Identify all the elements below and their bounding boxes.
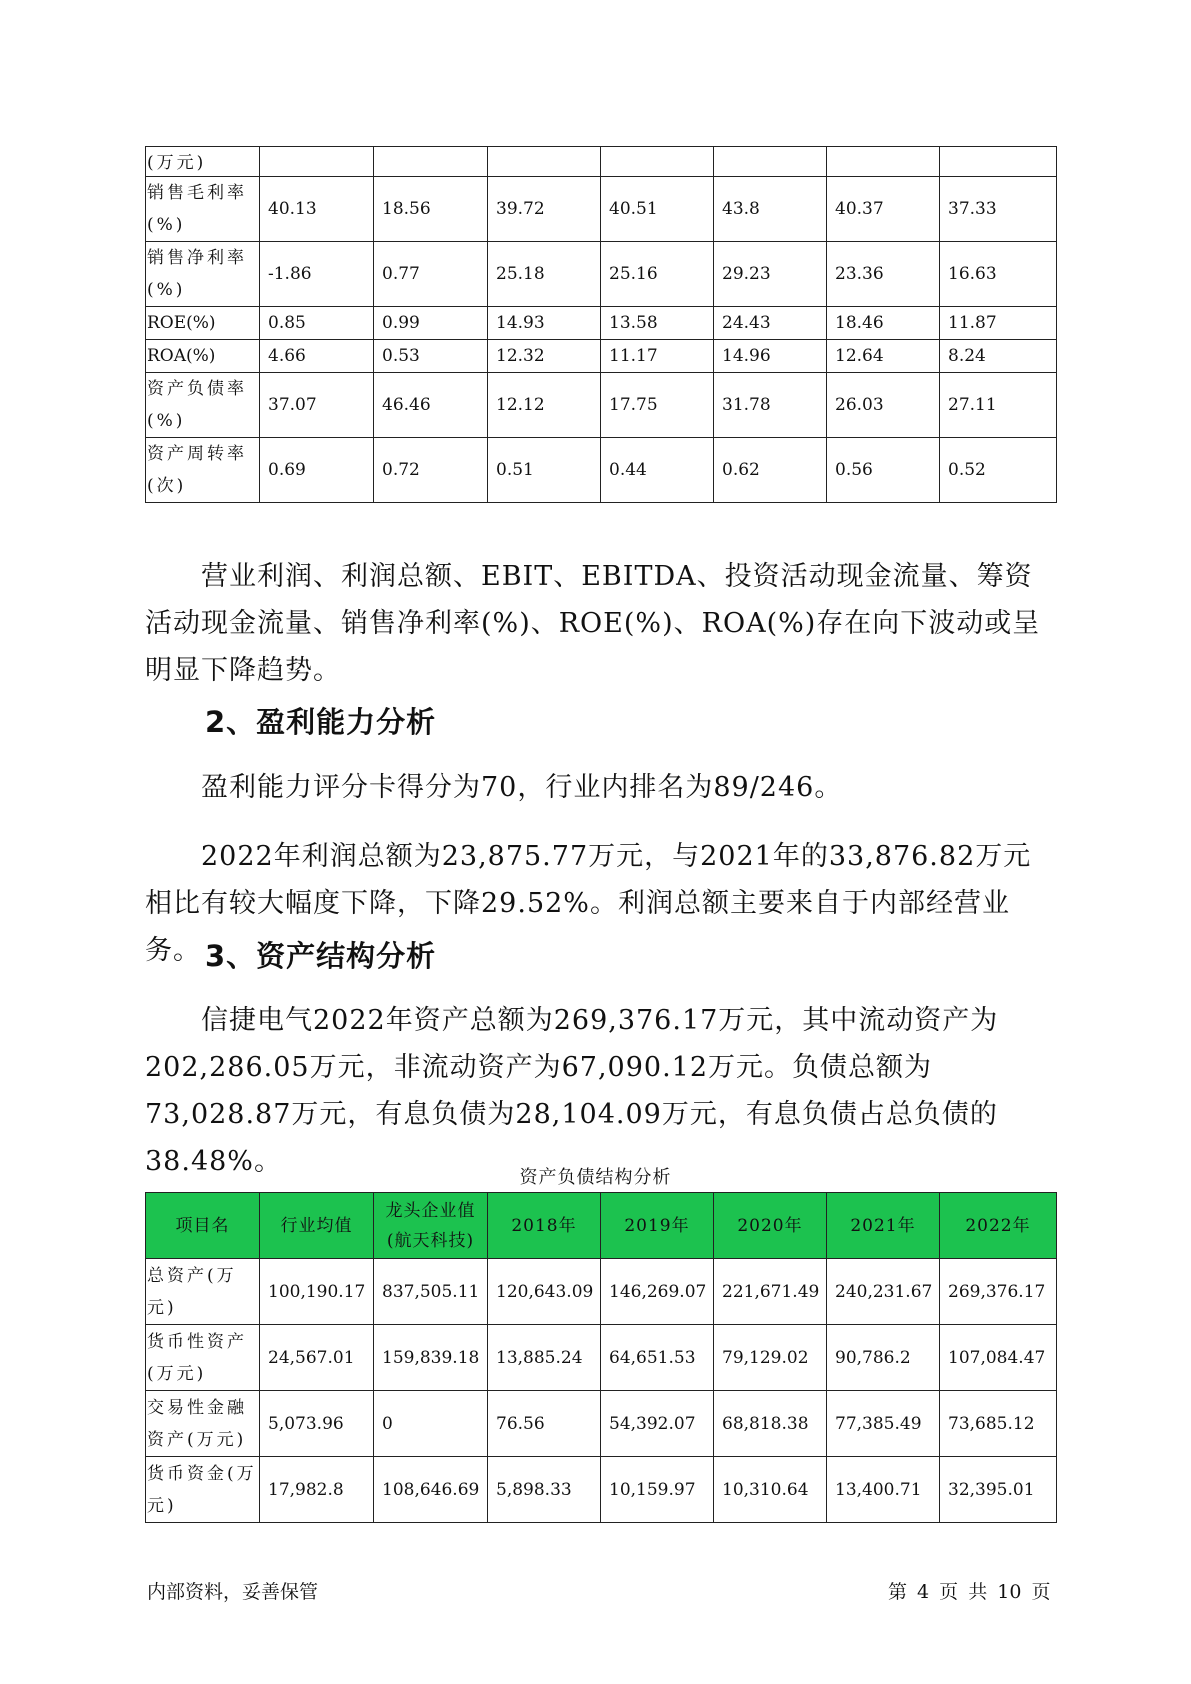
row-label: ROA(%) bbox=[146, 340, 260, 373]
table-cell: 159,839.18 bbox=[374, 1325, 488, 1391]
table-cell: 40.37 bbox=[827, 177, 940, 242]
table-cell: 77,385.49 bbox=[827, 1391, 940, 1457]
table-cell: 18.46 bbox=[827, 307, 940, 340]
table-cell: 5,898.33 bbox=[488, 1457, 601, 1523]
table-cell: 221,671.49 bbox=[714, 1259, 827, 1325]
footer-confidential-note: 内部资料，妥善保管 bbox=[147, 1581, 319, 1603]
row-label: 总资产(万元) bbox=[146, 1259, 260, 1325]
row-label: ROE(%) bbox=[146, 307, 260, 340]
table-cell: 0.51 bbox=[488, 438, 601, 503]
table-cell: 13,400.71 bbox=[827, 1457, 940, 1523]
table-row bbox=[146, 340, 1057, 373]
table-row bbox=[146, 373, 1057, 438]
table-cell: 31.78 bbox=[714, 373, 827, 438]
table-row bbox=[146, 1325, 1057, 1391]
table-cell: 0.56 bbox=[827, 438, 940, 503]
table-cell: 40.13 bbox=[260, 177, 374, 242]
table-cell: 17,982.8 bbox=[260, 1457, 374, 1523]
row-label: 资产负债率(%) bbox=[146, 373, 260, 438]
table-cell: 107,084.47 bbox=[940, 1325, 1057, 1391]
table-cell: 0.44 bbox=[601, 438, 714, 503]
profitability-score-paragraph: 盈利能力评分卡得分为70，行业内排名为89/246。 bbox=[201, 772, 843, 803]
table-cell: 8.24 bbox=[940, 340, 1057, 373]
table-cell: 4.66 bbox=[260, 340, 374, 373]
row-label: 货币性资产(万元) bbox=[146, 1325, 260, 1391]
table-cell: 10,310.64 bbox=[714, 1457, 827, 1523]
table-cell bbox=[374, 147, 488, 177]
table-cell: 79,129.02 bbox=[714, 1325, 827, 1391]
table-cell: 90,786.2 bbox=[827, 1325, 940, 1391]
table-row bbox=[146, 1259, 1057, 1325]
table-cell: 18.56 bbox=[374, 177, 488, 242]
table-cell: 11.87 bbox=[940, 307, 1057, 340]
row-label: 资产周转率(次) bbox=[146, 438, 260, 503]
table-cell: 11.17 bbox=[601, 340, 714, 373]
table-cell: 40.51 bbox=[601, 177, 714, 242]
section-heading-asset-structure: 3、资产结构分析 bbox=[205, 939, 437, 973]
table-cell: 54,392.07 bbox=[601, 1391, 714, 1457]
table-row bbox=[146, 242, 1057, 307]
table-cell bbox=[601, 147, 714, 177]
table-cell: 23.36 bbox=[827, 242, 940, 307]
table-cell bbox=[827, 147, 940, 177]
table-cell: 12.64 bbox=[827, 340, 940, 373]
table-cell: 0.99 bbox=[374, 307, 488, 340]
table-cell: 76.56 bbox=[488, 1391, 601, 1457]
table-cell: 0.77 bbox=[374, 242, 488, 307]
asset-liability-table bbox=[145, 1192, 1057, 1523]
section-heading-profitability: 2、盈利能力分析 bbox=[205, 705, 437, 739]
table-cell: 0.85 bbox=[260, 307, 374, 340]
column-header: 行业均值 bbox=[260, 1193, 374, 1259]
row-label: 销售净利率(%) bbox=[146, 242, 260, 307]
table-row bbox=[146, 1457, 1057, 1523]
column-header: 2019年 bbox=[601, 1193, 714, 1259]
column-header: 2021年 bbox=[827, 1193, 940, 1259]
table-cell: 12.32 bbox=[488, 340, 601, 373]
table-cell: 25.16 bbox=[601, 242, 714, 307]
table-row bbox=[146, 147, 1057, 177]
row-label: 销售毛利率(%) bbox=[146, 177, 260, 242]
table-cell: 37.33 bbox=[940, 177, 1057, 242]
row-label: 交易性金融资产(万元) bbox=[146, 1391, 260, 1457]
table-row bbox=[146, 1391, 1057, 1457]
table-cell: 24.43 bbox=[714, 307, 827, 340]
table-cell: 12.12 bbox=[488, 373, 601, 438]
column-header: 项目名 bbox=[146, 1193, 260, 1259]
table-cell: 32,395.01 bbox=[940, 1457, 1057, 1523]
table-cell: 0 bbox=[374, 1391, 488, 1457]
table-cell: 16.63 bbox=[940, 242, 1057, 307]
table-cell bbox=[260, 147, 374, 177]
table-cell: 837,505.11 bbox=[374, 1259, 488, 1325]
table-cell: 5,073.96 bbox=[260, 1391, 374, 1457]
table-cell: 146,269.07 bbox=[601, 1259, 714, 1325]
table-cell: 13.58 bbox=[601, 307, 714, 340]
table-cell: 120,643.09 bbox=[488, 1259, 601, 1325]
table-cell: 17.75 bbox=[601, 373, 714, 438]
table-caption: 资产负债结构分析 bbox=[519, 1167, 672, 1188]
row-label: (万元) bbox=[146, 147, 260, 177]
table-cell: 14.93 bbox=[488, 307, 601, 340]
table-cell: 108,646.69 bbox=[374, 1457, 488, 1523]
table-cell: 68,818.38 bbox=[714, 1391, 827, 1457]
table-cell: 0.52 bbox=[940, 438, 1057, 503]
table-cell: 0.53 bbox=[374, 340, 488, 373]
table-cell: 73,685.12 bbox=[940, 1391, 1057, 1457]
table-cell: 29.23 bbox=[714, 242, 827, 307]
table-cell: 25.18 bbox=[488, 242, 601, 307]
table-header-row bbox=[146, 1193, 1057, 1259]
table-cell: 100,190.17 bbox=[260, 1259, 374, 1325]
table-row bbox=[146, 307, 1057, 340]
table-row bbox=[146, 177, 1057, 242]
trend-summary-paragraph: 营业利润、利润总额、EBIT、EBITDA、投资活动现金流量、筹资活动现金流量、销售净利率(%)、ROE(%)、ROA(%)存在向下波动或呈明显下降趋势。 bbox=[145, 561, 1041, 686]
column-header: 龙头企业值(航天科技) bbox=[374, 1193, 488, 1259]
table-cell bbox=[714, 147, 827, 177]
table-cell: 46.46 bbox=[374, 373, 488, 438]
table-row bbox=[146, 438, 1057, 503]
footer-page-number: 第 4 页 共 10 页 bbox=[888, 1581, 1051, 1603]
table-cell: 37.07 bbox=[260, 373, 374, 438]
asset-structure-paragraph: 信捷电气2022年资产总额为269,376.17万元，其中流动资产为202,286.05万元，非流动资产为67,090.12万元。负债总额为73,028.87万元，有息负债为28,104.09万元，有息负债占总负债的38.48%。 bbox=[145, 1005, 999, 1177]
table-cell: 43.8 bbox=[714, 177, 827, 242]
table-cell: 240,231.67 bbox=[827, 1259, 940, 1325]
profit-total-paragraph: 2022年利润总额为23,875.77万元，与2021年的33,876.82万元相比有较大幅度下降，下降29.52%。利润总额主要来自于内部经营业务。 bbox=[145, 841, 1032, 966]
table-cell bbox=[488, 147, 601, 177]
column-header: 2022年 bbox=[940, 1193, 1057, 1259]
table-cell: 0.72 bbox=[374, 438, 488, 503]
table-cell: 14.96 bbox=[714, 340, 827, 373]
column-header: 2018年 bbox=[488, 1193, 601, 1259]
table-cell: 0.62 bbox=[714, 438, 827, 503]
table-cell: 27.11 bbox=[940, 373, 1057, 438]
table-cell: 64,651.53 bbox=[601, 1325, 714, 1391]
table-cell bbox=[940, 147, 1057, 177]
table-cell: 13,885.24 bbox=[488, 1325, 601, 1391]
financial-ratio-table bbox=[145, 146, 1057, 503]
column-header: 2020年 bbox=[714, 1193, 827, 1259]
table-cell: 0.69 bbox=[260, 438, 374, 503]
table-cell: 24,567.01 bbox=[260, 1325, 374, 1391]
table-cell: 26.03 bbox=[827, 373, 940, 438]
table-cell: -1.86 bbox=[260, 242, 374, 307]
table-cell: 39.72 bbox=[488, 177, 601, 242]
table-cell: 10,159.97 bbox=[601, 1457, 714, 1523]
table-cell: 269,376.17 bbox=[940, 1259, 1057, 1325]
row-label: 货币资金(万元) bbox=[146, 1457, 260, 1523]
